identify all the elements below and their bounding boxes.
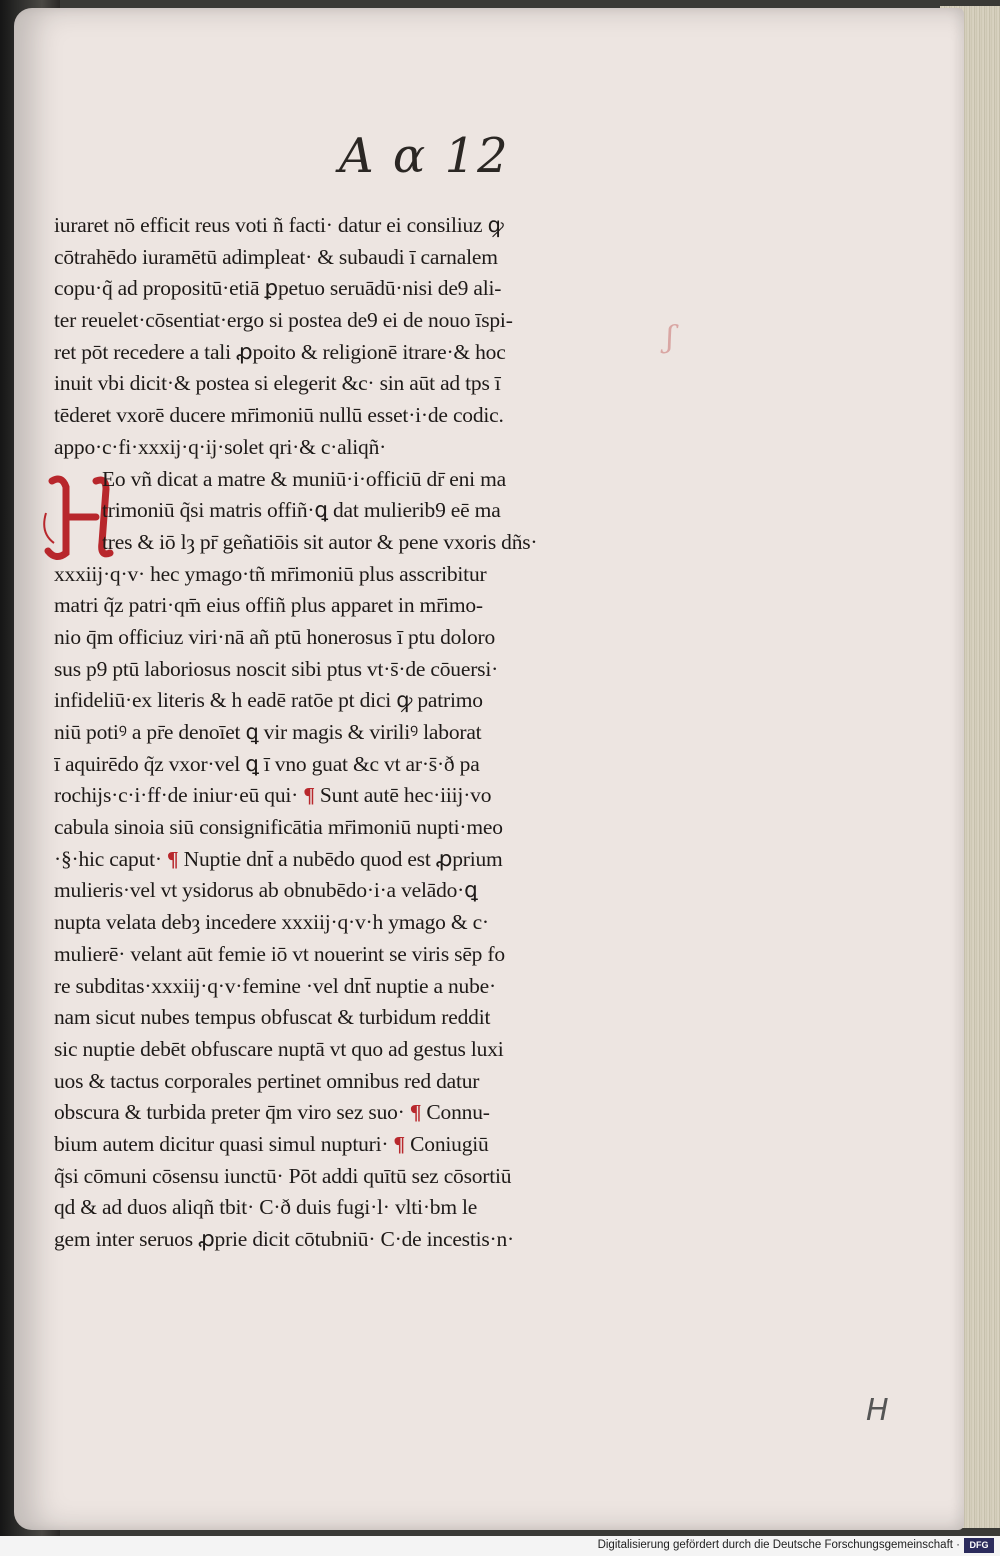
paragraph-mark: ¶: [303, 783, 315, 808]
text-line: matri q̃z patri·qm̄ eius offiñ plus apparet in mr̄imo-: [54, 593, 483, 618]
text-line: qd & ad duos aliqñ tbit· C·ð duis fugi·l· vlti·bm le: [54, 1195, 478, 1220]
text-line: trimoniū q̃si matris offiñ·ꝗ dat mulierib9 eē ma: [102, 498, 501, 523]
text-line: copu·q̃ ad propositū·etiā ꝑpetuo seruādū·nisi de9 ali-: [54, 276, 502, 301]
text-line: rochijs·c·i·ff·de iniur·eū qui· ¶ Sunt autē hec·iiij·vo: [54, 783, 492, 808]
text-line: appo·c·fi·xxxij·q·ij·solet qri·& c·aliqñ·: [54, 434, 387, 459]
text-line: mulierē· velant aūt femie iō vt nouerint se viris sēp fo: [54, 941, 505, 966]
text-block: [54, 210, 664, 1256]
text-line: gem inter seruos ꝓprie dicit cōtubniū· C·de incestis·n·: [54, 1227, 515, 1251]
text-line: ter reuelet·cōsentiat·ergo si postea de9 ei de nouo īspi-: [54, 308, 513, 333]
text-line: cōtrahēdo iuramētū adimpleat· & subaudi ī carnalem: [54, 244, 498, 269]
text-line: mulieris·vel vt ysidorus ab obnubēdo·i·a velādo·ꝗ: [54, 878, 478, 903]
text-line: infideliū·ex literis & h eadē ratōe pt dici ꝙ patrimo: [54, 688, 483, 713]
text-line: bium autem dicitur quasi simul nupturi· ¶ Coniugiū: [54, 1131, 489, 1156]
text-line: ·§·hic caput· ¶ Nuptie dnt̄ a nubēdo quod est ꝓprium: [54, 846, 503, 871]
text-line: ī aquirēdo q̃z vxor·vel ꝗ ī vno guat &c vt ar·s̄·ð pa: [54, 751, 480, 776]
text-line: tēderet vxorē ducere mr̄imoniū nullū esset·i·de codic.: [54, 403, 504, 428]
paragraph-mark: ¶: [393, 1131, 405, 1156]
text-line: nupta velata debȝ incedere xxxiij·q·v·h ymago & c·: [54, 910, 489, 935]
paragraph-mark: ¶: [167, 846, 179, 871]
shelfmark-annotation: A α 12: [339, 128, 510, 184]
text-line: iuraret nō efficit reus voti ñ facti· datur ei consiliuz ꝙ: [54, 213, 504, 237]
text-line: tres & iō lȝ pr̄ geñatiōis sit autor & pene vxoris dñs·: [102, 529, 538, 554]
red-margin-mark: ʃ: [666, 320, 675, 355]
text-line: Eo vñ dicat a matre & muniū·i·officiū dr̄ eni ma: [102, 466, 506, 491]
text-line: nam sicut nubes tempus obfuscat & turbidum reddit: [54, 1005, 491, 1030]
text-line: cabula sinoia siū consignificātia mr̄imoniū nupti·meo: [54, 815, 503, 840]
text-line: obscura & turbida preter q̄m viro sez suo· ¶ Connu-: [54, 1100, 490, 1125]
dfg-logo: DFG: [964, 1538, 994, 1553]
paragraph-mark: ¶: [409, 1100, 422, 1125]
footer-credit: Digitalisierung gefördert durch die Deutsche Forschungsgemeinschaft ·: [597, 1539, 960, 1551]
text-line: q̃si cōmuni cōsensu iunctū· Pōt addi quītū sez cōsortiū: [54, 1163, 512, 1188]
text-line: uos & tactus corporales pertinet omnibus red datur: [54, 1068, 480, 1093]
margin-mark-h: H: [866, 1393, 889, 1428]
text-line: sic nuptie debēt obfuscare nuptā vt quo ad gestus luxi: [54, 1036, 504, 1061]
text-line: sus p9 ptū laboriosus noscit sibi ptus vt·s̄·de cōuersi·: [54, 656, 499, 681]
text-line: re subditas·xxxiij·q·v·femine ·vel dnt̄ nuptie a nube·: [54, 973, 496, 998]
text-line: ret pōt recedere a tali ꝓpoito & religionē itrare·& hoc: [54, 339, 506, 364]
text-line: nio q̄m officiuz viri·nā añ ptū honerosus ī ptu doloro: [54, 624, 496, 649]
footer-bar: [0, 1536, 1000, 1556]
text-line: xxxiij·q·v· hec ymago·tñ mr̄imoniū plus asscribitur: [54, 561, 487, 586]
text-line: niū potiꝰ a pr̄e denoīet ꝗ vir magis & viriliꝰ laborat: [54, 720, 482, 744]
text-line: inuit vbi dicit·& postea si elegerit &c· sin aūt ad tps ī: [54, 371, 501, 396]
